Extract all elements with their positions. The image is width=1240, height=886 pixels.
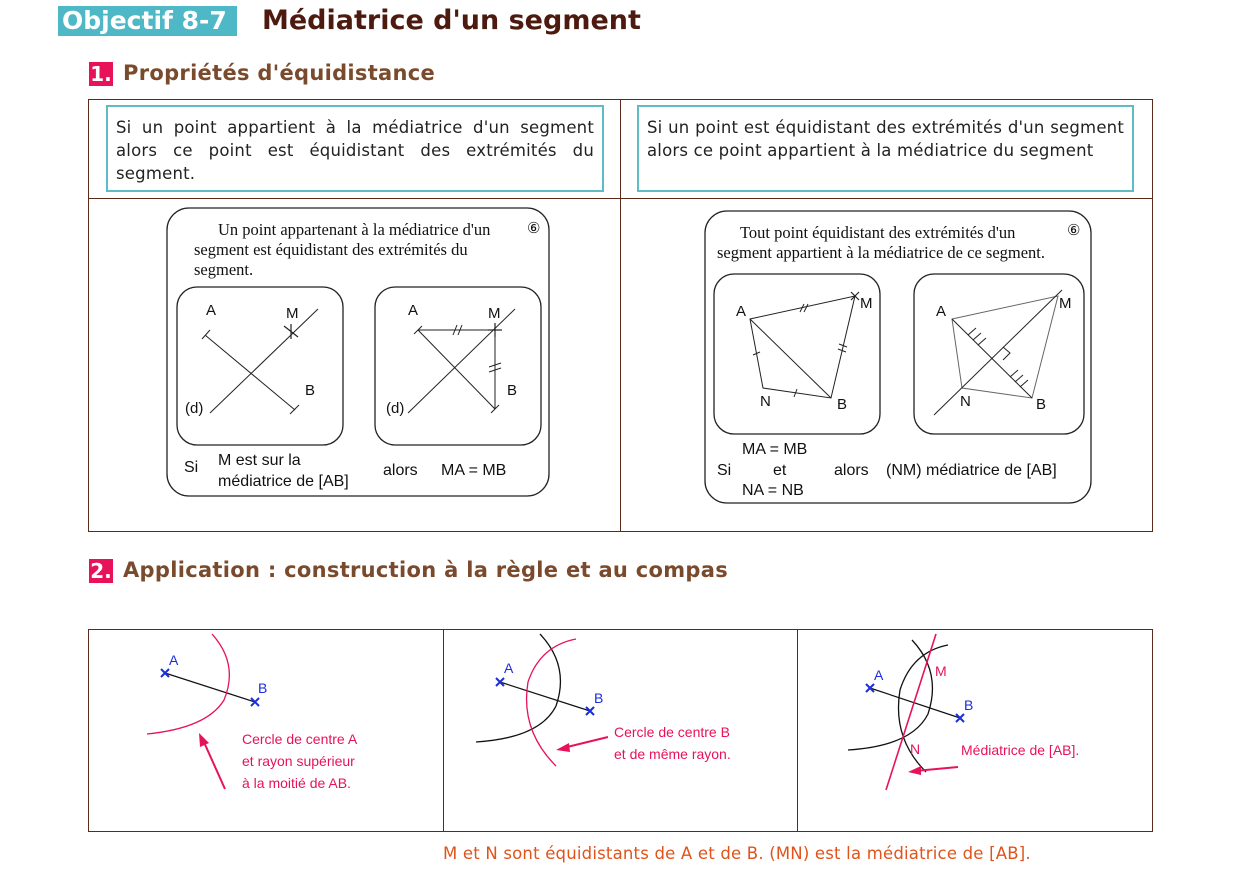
construction-step-1 <box>89 630 442 831</box>
condition-line-2: NA = NB <box>742 482 804 499</box>
construction-step-2 <box>444 630 796 831</box>
section-2-number: 2. <box>90 559 112 583</box>
caption-line-3: segment. <box>194 260 254 279</box>
caption-line-2: segment appartient à la médiatrice de ce segment. <box>717 243 1046 262</box>
label-d-2: (d) <box>386 400 405 417</box>
label-B-2: B <box>507 382 518 399</box>
note-line-2: et rayon supérieur <box>242 753 355 769</box>
label-M: M <box>935 663 947 679</box>
property-direct: Si un point appartient à la médiatrice d'un segment alors ce point est équidistant des extrémités du segment. <box>106 105 604 192</box>
note: Médiatrice de [AB]. <box>961 742 1080 758</box>
alors-word: alors <box>834 462 869 479</box>
label-M: M <box>286 305 299 322</box>
label-A-2: A <box>408 302 419 319</box>
caption-line-2: segment est équidistant des extrémités du <box>194 240 468 259</box>
construction-step-3 <box>798 630 1152 831</box>
label-A: A <box>169 652 179 668</box>
inner-box-1 <box>177 287 343 445</box>
objective-badge: Objectif 8-7 <box>58 6 237 36</box>
label-M: M <box>860 295 873 312</box>
note-line-3: à la moitié de AB. <box>242 775 351 791</box>
label-B: B <box>258 680 268 696</box>
condition-line-1: M est sur la <box>218 452 301 469</box>
section-1-number: 1. <box>90 62 112 86</box>
property-converse: Si un point est équidistant des extrémités d'un segment alors ce point appartient à la médiatrice du segment <box>637 105 1134 192</box>
table-divider-horizontal <box>88 198 1153 199</box>
label-B: B <box>964 697 974 713</box>
label-A: A <box>206 302 217 319</box>
alors-word: alors <box>383 462 418 479</box>
label-B: B <box>305 382 316 399</box>
label-M-2: M <box>488 305 501 322</box>
note-line-1: Cercle de centre A <box>242 731 358 747</box>
arc-center-A <box>147 634 229 734</box>
label-A-2: A <box>936 303 947 320</box>
caption-line-1: Tout point équidistant des extrémités d'un <box>740 223 1016 242</box>
note-line-2: et de même rayon. <box>614 746 731 762</box>
label-B: B <box>837 396 848 413</box>
figure-converse-property <box>700 208 1095 506</box>
caption-line-1: Un point appartenant à la médiatrice d'un <box>218 220 491 239</box>
label-M-2: M <box>1059 295 1072 312</box>
figure-direct-property <box>160 205 560 501</box>
label-B-2: B <box>1036 396 1047 413</box>
label-A: A <box>874 667 884 683</box>
page-title: Médiatrice d'un segment <box>262 5 641 36</box>
label-N: N <box>910 741 921 757</box>
label-N: N <box>760 393 771 410</box>
si-word: Si <box>717 462 732 479</box>
pointer-arrow <box>203 740 225 789</box>
label-N-2: N <box>960 393 971 410</box>
exercise-badge: ⑥ <box>527 220 541 237</box>
si-word: Si <box>184 459 199 476</box>
footer-conclusion: M et N sont équidistants de A et de B. (MN) est la médiatrice de [AB]. <box>443 844 1031 863</box>
inner-box-1 <box>714 274 880 434</box>
label-B: B <box>594 690 604 706</box>
section-1-title: Propriétés d'équidistance <box>123 61 436 85</box>
conclusion: (NM) médiatrice de [AB] <box>886 462 1057 479</box>
section-2-title: Application : construction à la règle et au compas <box>123 558 729 582</box>
pointer-arrow <box>563 737 608 748</box>
inner-box-2 <box>375 287 541 445</box>
condition-line-1: MA = MB <box>742 441 808 458</box>
label-A: A <box>736 303 747 320</box>
table-divider-vertical <box>620 99 621 532</box>
label-d: (d) <box>185 400 204 417</box>
exercise-badge: ⑥ <box>1067 222 1081 239</box>
et-word: et <box>773 462 787 479</box>
note-line-1: Cercle de centre B <box>614 724 730 740</box>
conclusion: MA = MB <box>441 462 507 479</box>
condition-line-2: médiatrice de [AB] <box>218 473 349 490</box>
label-A: A <box>504 660 514 676</box>
